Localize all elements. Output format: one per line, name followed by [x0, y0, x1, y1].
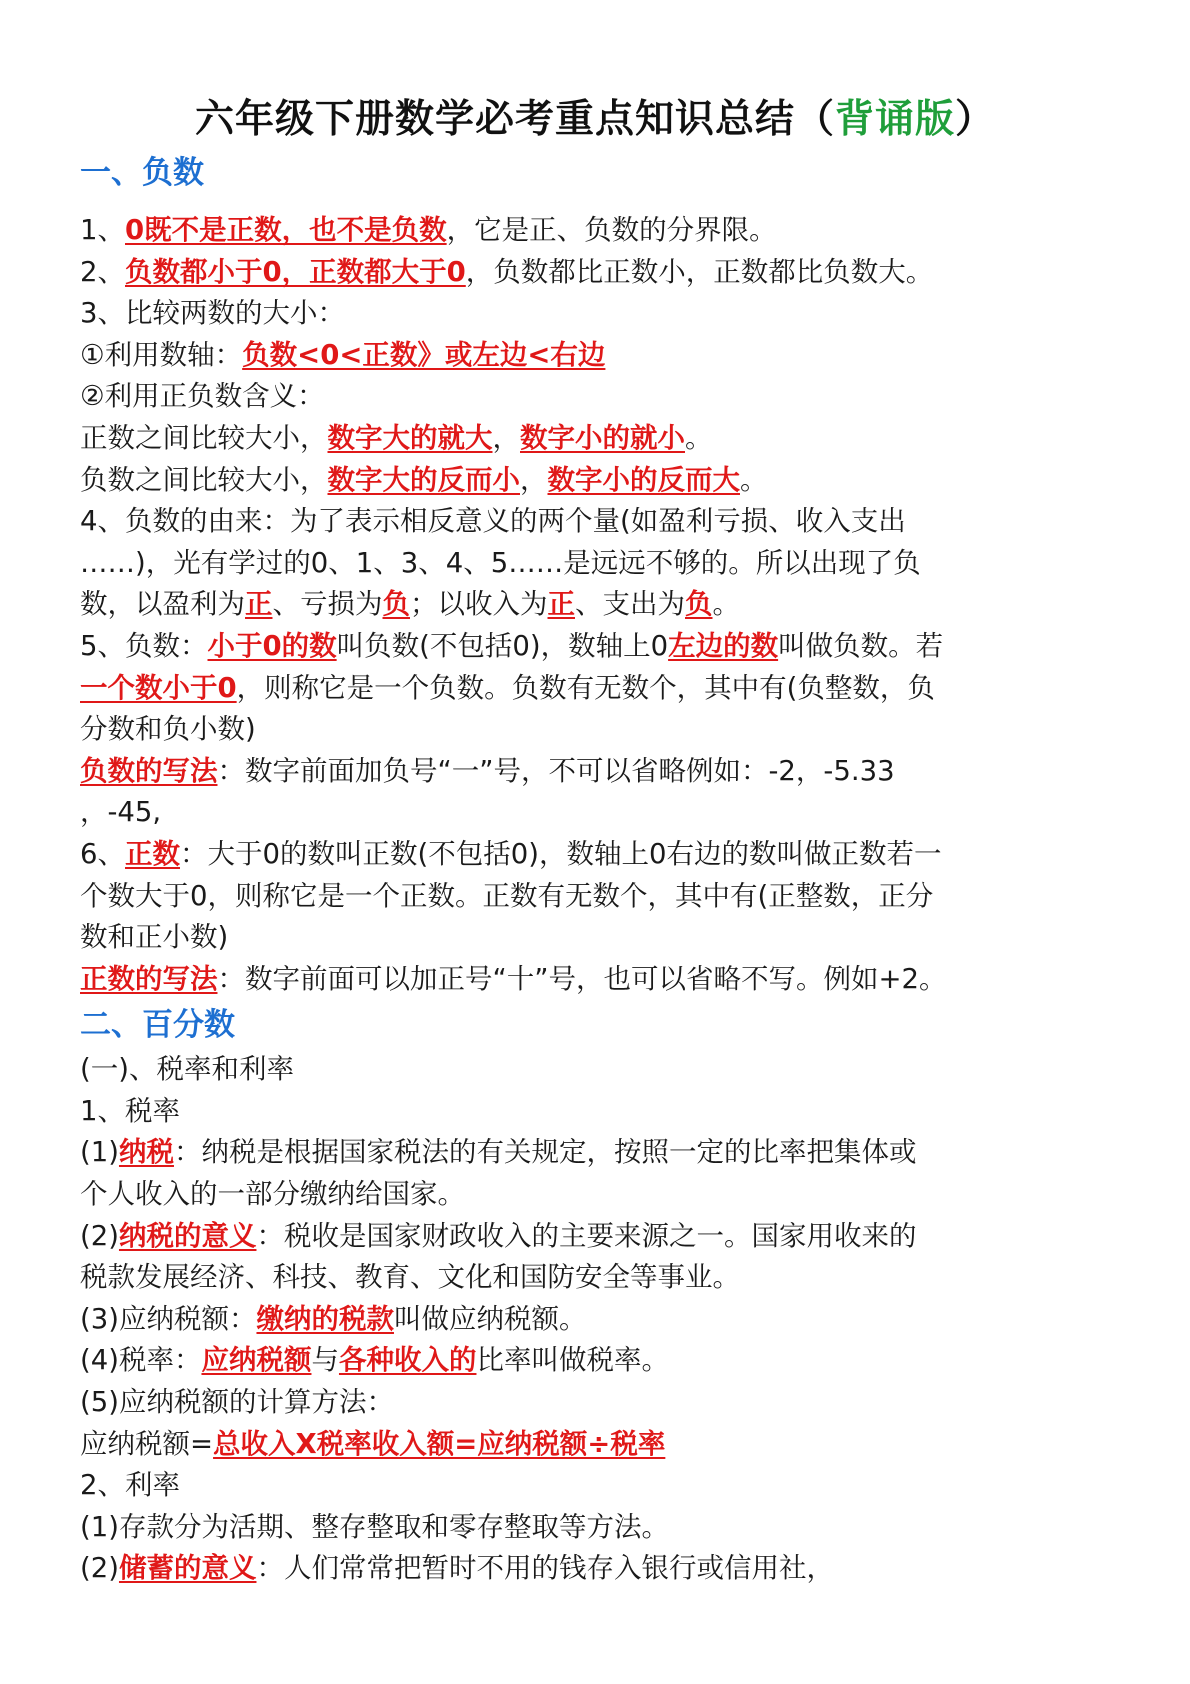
content-body [80, 210, 1120, 1590]
text-line [80, 668, 1120, 710]
text-segment: ①利用数轴： [80, 338, 243, 371]
text-line [80, 210, 1120, 252]
text-segment: ：大于0的数叫正数(不包括0)，数轴上0右边的数叫做正数若一 [180, 837, 942, 870]
text-line [80, 376, 1120, 418]
text-line [80, 709, 1120, 751]
text-line [80, 917, 1120, 959]
text-segment: 3、比较两数的大小： [80, 297, 345, 330]
text-segment: ：人们常常把暂时不用的钱存入银行或信用社， [256, 1552, 834, 1585]
text-segment: ，则称它是一个负数。负数有无数个，其中有(负整数，负 [236, 671, 935, 704]
text-segment: 个数大于0，则称它是一个正数。正数有无数个，其中有(正整数，正分 [80, 879, 934, 912]
text-line [80, 418, 1120, 460]
text-line [80, 1340, 1120, 1382]
text-line [80, 626, 1120, 668]
text-line [80, 1424, 1120, 1466]
text-segment: 负数之间比较大小， [80, 463, 328, 496]
text-segment: 、亏损为 [272, 588, 383, 621]
key-phrase: 数字大的反而小 [327, 463, 520, 496]
text-segment: 、支出为 [575, 588, 685, 621]
text-segment: ，-45, [80, 796, 162, 829]
text-segment: 。 [740, 463, 768, 496]
text-segment: 叫做负数。若 [778, 629, 944, 662]
section-heading-negative-numbers: 一、负数 [80, 155, 204, 191]
text-segment: 正数之间比较大小， [80, 421, 328, 454]
text-segment: 个人收入的一部分缴纳给国家。 [80, 1178, 465, 1211]
text-segment: ， [520, 463, 548, 496]
key-phrase: 负数<0<正数》或左边<右边 [242, 338, 606, 371]
key-phrase: 总收入X税率收入额=应纳税额÷税率 [213, 1427, 666, 1460]
text-segment: 比率叫做税率。 [476, 1344, 669, 1377]
text-line [80, 959, 1120, 1001]
text-segment: 2、利率 [80, 1469, 180, 1502]
text-segment: 数，以盈利为 [80, 588, 245, 621]
text-line [80, 876, 1120, 918]
text-segment: 应纳税额= [80, 1427, 214, 1460]
key-phrase: 数字大的就大 [327, 421, 493, 454]
key-phrase: 数字小的反而大 [547, 463, 740, 496]
text-segment: 4、负数的由来：为了表示相反意义的两个量(如盈利亏损、收入支出 [80, 505, 906, 538]
text-segment: (1) [80, 1136, 119, 1169]
section-percentages [80, 1049, 1120, 1590]
text-segment: (一)、税率和利率 [80, 1053, 294, 1086]
text-line [80, 1382, 1120, 1424]
key-phrase: 负 [382, 588, 410, 621]
text-line [80, 1132, 1120, 1174]
text-segment: ；以收入为 [410, 588, 548, 621]
text-line [80, 1299, 1120, 1341]
key-phrase: 小于0的数 [207, 629, 337, 662]
text-segment: (1)存款分为活期、整存整取和零存整取等方法。 [80, 1510, 669, 1543]
text-segment: (4)税率： [80, 1344, 202, 1377]
key-phrase: 负 [685, 588, 713, 621]
key-phrase: 缴纳的税款 [256, 1302, 394, 1335]
section-heading-percentages: 二、百分数 [80, 1007, 235, 1044]
section-negative-numbers [80, 210, 1120, 1000]
text-segment: 数和正小数) [80, 921, 229, 954]
text-segment: 6、 [80, 837, 125, 870]
key-phrase: 应纳税额 [201, 1344, 312, 1377]
text-segment: (2) [80, 1552, 119, 1585]
text-segment: 分数和负小数) [80, 713, 256, 746]
title-end: ） [955, 97, 996, 142]
key-phrase: 正 [245, 588, 273, 621]
text-line [80, 751, 1120, 793]
text-segment: ……)，光有学过的0、1、3、4、5……是远远不够的。所以出现了负 [80, 546, 921, 579]
text-segment: (3)应纳税额： [80, 1302, 257, 1335]
text-line [80, 1049, 1120, 1091]
key-phrase: 纳税 [118, 1136, 174, 1169]
title-main: 六年级下册数学必考重点知识总结（ [194, 97, 835, 142]
text-line [80, 834, 1120, 876]
page-title [0, 88, 1190, 144]
text-segment: 叫负数(不包括0)，数轴上0 [336, 629, 669, 662]
key-phrase: 各种收入的 [338, 1344, 477, 1377]
text-segment: (2) [80, 1219, 119, 1252]
text-segment: 。 [685, 421, 713, 454]
text-segment: 1、税率 [80, 1094, 180, 1127]
text-segment: 与 [311, 1344, 339, 1377]
text-segment: 5、负数： [80, 629, 208, 662]
key-phrase: 负数都小于0，正数都大于0 [125, 255, 466, 288]
text-line [80, 1548, 1120, 1590]
text-line [80, 1507, 1120, 1549]
text-line [80, 252, 1120, 294]
text-segment: ，负数都比正数小，正数都比负数大。 [465, 255, 934, 288]
text-segment: ：数字前面加负号“一”号，不可以省略例如：-2，-5.33 [217, 754, 895, 787]
key-phrase: 储蓄的意义 [118, 1552, 257, 1585]
key-phrase: 数字小的就小 [520, 421, 685, 454]
key-phrase: 纳税的意义 [118, 1219, 257, 1252]
text-line [80, 543, 1120, 585]
text-line [80, 792, 1120, 834]
text-segment: 税款发展经济、科技、教育、文化和国防安全等事业。 [80, 1261, 740, 1294]
text-line [80, 1216, 1120, 1258]
text-line [80, 501, 1120, 543]
text-line [80, 1465, 1120, 1507]
text-segment: ：数字前面可以加正号“十”号，也可以省略不写。例如+2。 [217, 962, 947, 995]
text-line [80, 1257, 1120, 1299]
text-segment: 叫做应纳税额。 [393, 1302, 587, 1335]
key-phrase: 0既不是正数，也不是负数 [125, 214, 447, 246]
title-highlight: 背诵版 [834, 97, 955, 142]
text-segment: 2、 [80, 255, 125, 288]
key-phrase: 左边的数 [668, 629, 779, 662]
text-segment: ，它是正、负数的分界限。 [446, 214, 777, 246]
text-segment: 1、 [80, 214, 125, 246]
text-line [80, 1174, 1120, 1216]
text-segment: (5)应纳税额的计算方法： [80, 1386, 394, 1419]
text-segment: ：税收是国家财政收入的主要来源之一。国家用收来的 [256, 1219, 917, 1252]
text-line [80, 1091, 1120, 1133]
text-line [80, 584, 1120, 626]
key-phrase: 正 [547, 588, 575, 621]
key-phrase: 负数的写法 [80, 754, 218, 787]
text-line [80, 293, 1120, 335]
key-phrase: 正数 [125, 837, 180, 870]
key-phrase: 正数的写法 [80, 962, 218, 995]
text-segment: ， [492, 421, 520, 454]
key-phrase: 一个数小于0 [80, 671, 237, 704]
text-line [80, 460, 1120, 502]
text-line [80, 335, 1120, 377]
text-segment: ：纳税是根据国家税法的有关规定，按照一定的比率把集体或 [173, 1136, 917, 1169]
text-segment: 。 [712, 588, 740, 621]
text-segment: ②利用正负数含义： [80, 380, 325, 413]
